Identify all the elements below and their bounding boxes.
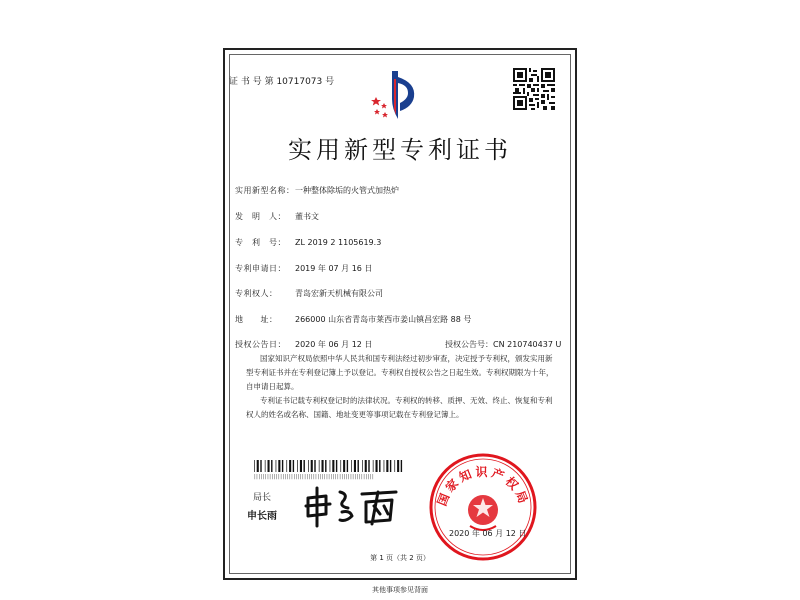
barcode-icon: [254, 460, 404, 472]
field-value: 2019 年 07 月 16 日: [295, 264, 373, 273]
field-label: 实用新型名称：: [235, 186, 295, 195]
field-value: 青岛宏新天机械有限公司: [295, 289, 383, 298]
field-utility-model-name: [235, 185, 399, 196]
grant-number: 授权公告号：CN 210740437 U: [445, 340, 562, 349]
handwritten-signature-icon: [300, 484, 410, 528]
cnipa-logo-icon: [368, 69, 418, 121]
field-value: 董书文: [295, 212, 319, 221]
field-value: 266000 山东省青岛市莱西市姜山镇昌宏路 88 号: [295, 315, 472, 324]
paragraph: 专利证书记载专利权登记时的法律状况。专利权的转移、质押、无效、终止、恢复和专利权人的姓名或名称、国籍、地址变更等事项记载在专利登记簿上。: [246, 396, 553, 419]
field-label: 发 明 人：: [235, 212, 286, 221]
legal-status-note: [246, 394, 556, 422]
field-patentee: [235, 288, 383, 299]
field-value: 一种整体除垢的火管式加热炉: [295, 186, 399, 195]
signatory-name: 申长雨: [247, 511, 277, 522]
certificate-number: 证 书 号 第 10717073 号: [229, 77, 335, 87]
field-label: 专 利 号：: [235, 238, 286, 247]
signatory-title: 局长: [253, 493, 272, 503]
field-label: 地 址：: [235, 315, 278, 324]
field-label: 授权公告日：: [235, 340, 286, 349]
paragraph: 国家知识产权局依照中华人民共和国专利法经过初步审查，决定授予专利权，颁发实用新型专利证书并在专利登记簿上予以登记。专利权自授权公告之日起生效。专利权期限为十年，自申请日起算。: [246, 354, 554, 391]
field-label: 专利申请日：: [235, 264, 286, 273]
seal-text: 国家知识产权局: [434, 465, 532, 508]
field-patent-number: [235, 237, 381, 248]
field-inventor: [235, 211, 319, 222]
field-value: 2020 年 06 月 12 日: [295, 340, 373, 349]
seal-date: 2020 年 06 月 12 日: [449, 529, 527, 538]
qr-code-icon: [513, 68, 555, 110]
official-seal-icon: [428, 452, 538, 562]
field-grant-date: [235, 339, 561, 350]
footnote: 其他事项参见背面: [372, 586, 428, 594]
page-number: 第 1 页（共 2 页）: [370, 554, 430, 562]
field-value: ZL 2019 2 1105619.3: [295, 238, 382, 247]
certificate-title: 实用新型专利证书: [288, 136, 512, 164]
field-address: [235, 314, 471, 325]
field-label: 专利权人：: [235, 289, 278, 298]
field-application-date: [235, 263, 372, 274]
grant-statement: [246, 352, 556, 394]
barcode-caption: |||||||||||||||||||||||||||||||||||||||||||||||||||||||: [254, 474, 375, 480]
